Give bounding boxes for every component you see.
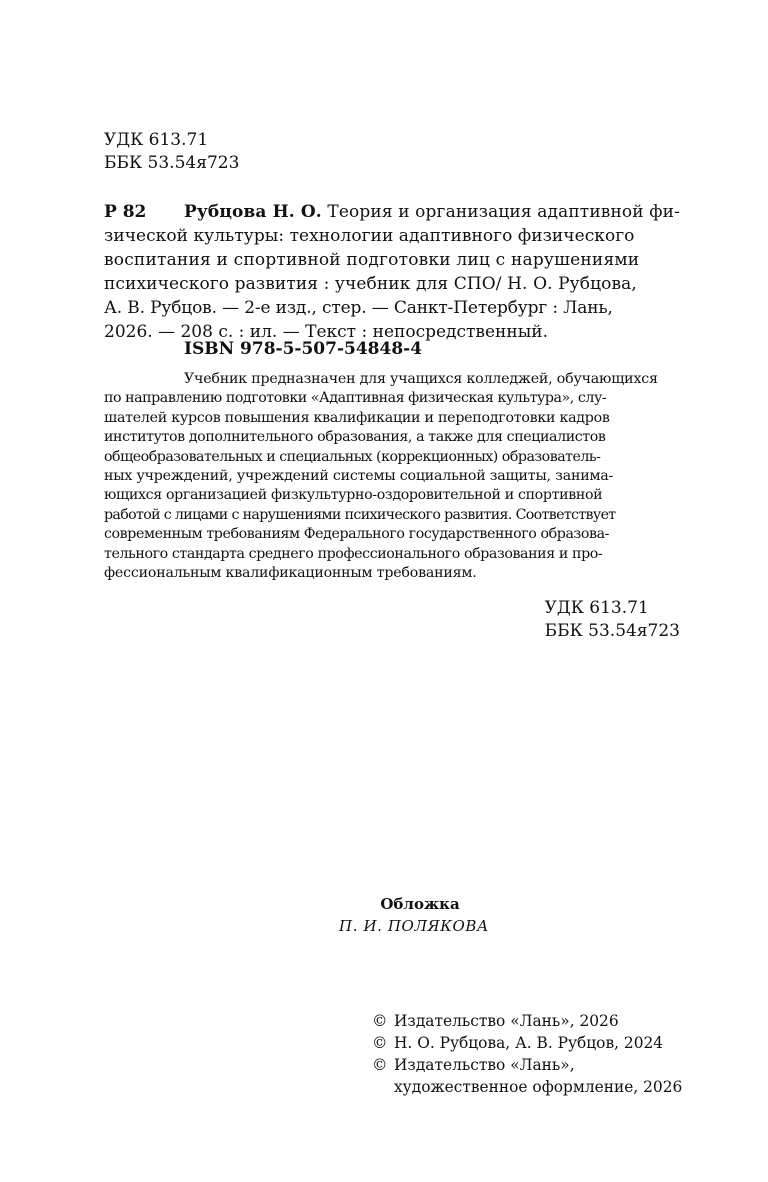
cover-credit (0, 893, 768, 937)
record-line-3: воспитания и спортивной подготовки лиц с нарушениями (104, 250, 640, 270)
copyright-line (372, 1076, 682, 1098)
copyright-icon: © (372, 1056, 388, 1074)
copyright-line (372, 1032, 682, 1054)
record-author: Рубцова Н. О. (184, 202, 322, 222)
annotation-line: общеобразовательных и специальных (коррекционных) образователь- (104, 448, 601, 465)
isbn: ISBN 978-5-507-54848-4 (184, 339, 423, 359)
annotation-line: работой с лицами с нарушениями психического развития. Соответствует (104, 506, 616, 523)
record-line-5: А. В. Рубцов. — 2-е изд., стер. — Санкт-Петербург : Лань, (104, 298, 613, 318)
copyright-block (372, 1010, 682, 1098)
copyright-text: Издательство «Лань», (394, 1056, 575, 1074)
author-sign: Р 82 (104, 202, 147, 222)
record-text (104, 200, 680, 344)
bbk-code: ББК 53.54я723 (544, 621, 680, 641)
copyright-text: Издательство «Лань», 2026 (394, 1012, 619, 1030)
udk-bbk-header (104, 129, 239, 175)
annotation-line: по направлению подготовки «Адаптивная физическая культура», слу- (104, 390, 607, 407)
annotation-line: современным требованиям Федерального государственного образова- (104, 526, 610, 543)
annotation (104, 370, 680, 583)
copyright-line (372, 1010, 682, 1032)
copyright-text: Н. О. Рубцова, А. В. Рубцов, 2024 (394, 1034, 664, 1052)
annotation-line: институтов дополнительного образования, а также для специалистов (104, 429, 606, 446)
copyright-text: художественное оформление, 2026 (394, 1078, 683, 1096)
record-line-1 (104, 200, 680, 224)
annotation-line: ющихся организацией физкультурно-оздоровительной и спортивной (104, 487, 603, 504)
udk-bbk-footer (545, 597, 680, 643)
record-line-6: 2026. — 208 с. : ил. — Текст : непосредственный. (104, 322, 548, 342)
copyright-icon: © (372, 1034, 388, 1052)
record-line-4: психического развития : учебник для СПО/ Н. О. Рубцова, (104, 274, 637, 294)
cover-designer: П. И. ПОЛЯКОВА (339, 917, 489, 935)
record-title-start: Теория и организация адаптивной фи- (327, 202, 680, 222)
annotation-line: ных учреждений, учреждений системы социальной защиты, занима- (104, 467, 614, 484)
udk-code: УДК 613.71 (104, 130, 209, 150)
annotation-line: тельного стандарта среднего профессионального образования и про- (104, 545, 603, 562)
annotation-line: фессиональным квалификационным требованиям. (104, 564, 477, 581)
copyright-line (372, 1054, 682, 1076)
cover-label: Обложка (380, 895, 460, 913)
record-line-2: зической культуры: технологии адаптивного физического (104, 226, 635, 246)
bbk-code: ББК 53.54я723 (104, 153, 240, 173)
udk-code: УДК 613.71 (544, 598, 649, 618)
annotation-line: Учебник предназначен для учащихся колледжей, обучающихся (184, 371, 658, 387)
annotation-line: шателей курсов повышения квалификации и переподготовки кадров (104, 409, 610, 426)
copyright-icon: © (372, 1012, 388, 1030)
